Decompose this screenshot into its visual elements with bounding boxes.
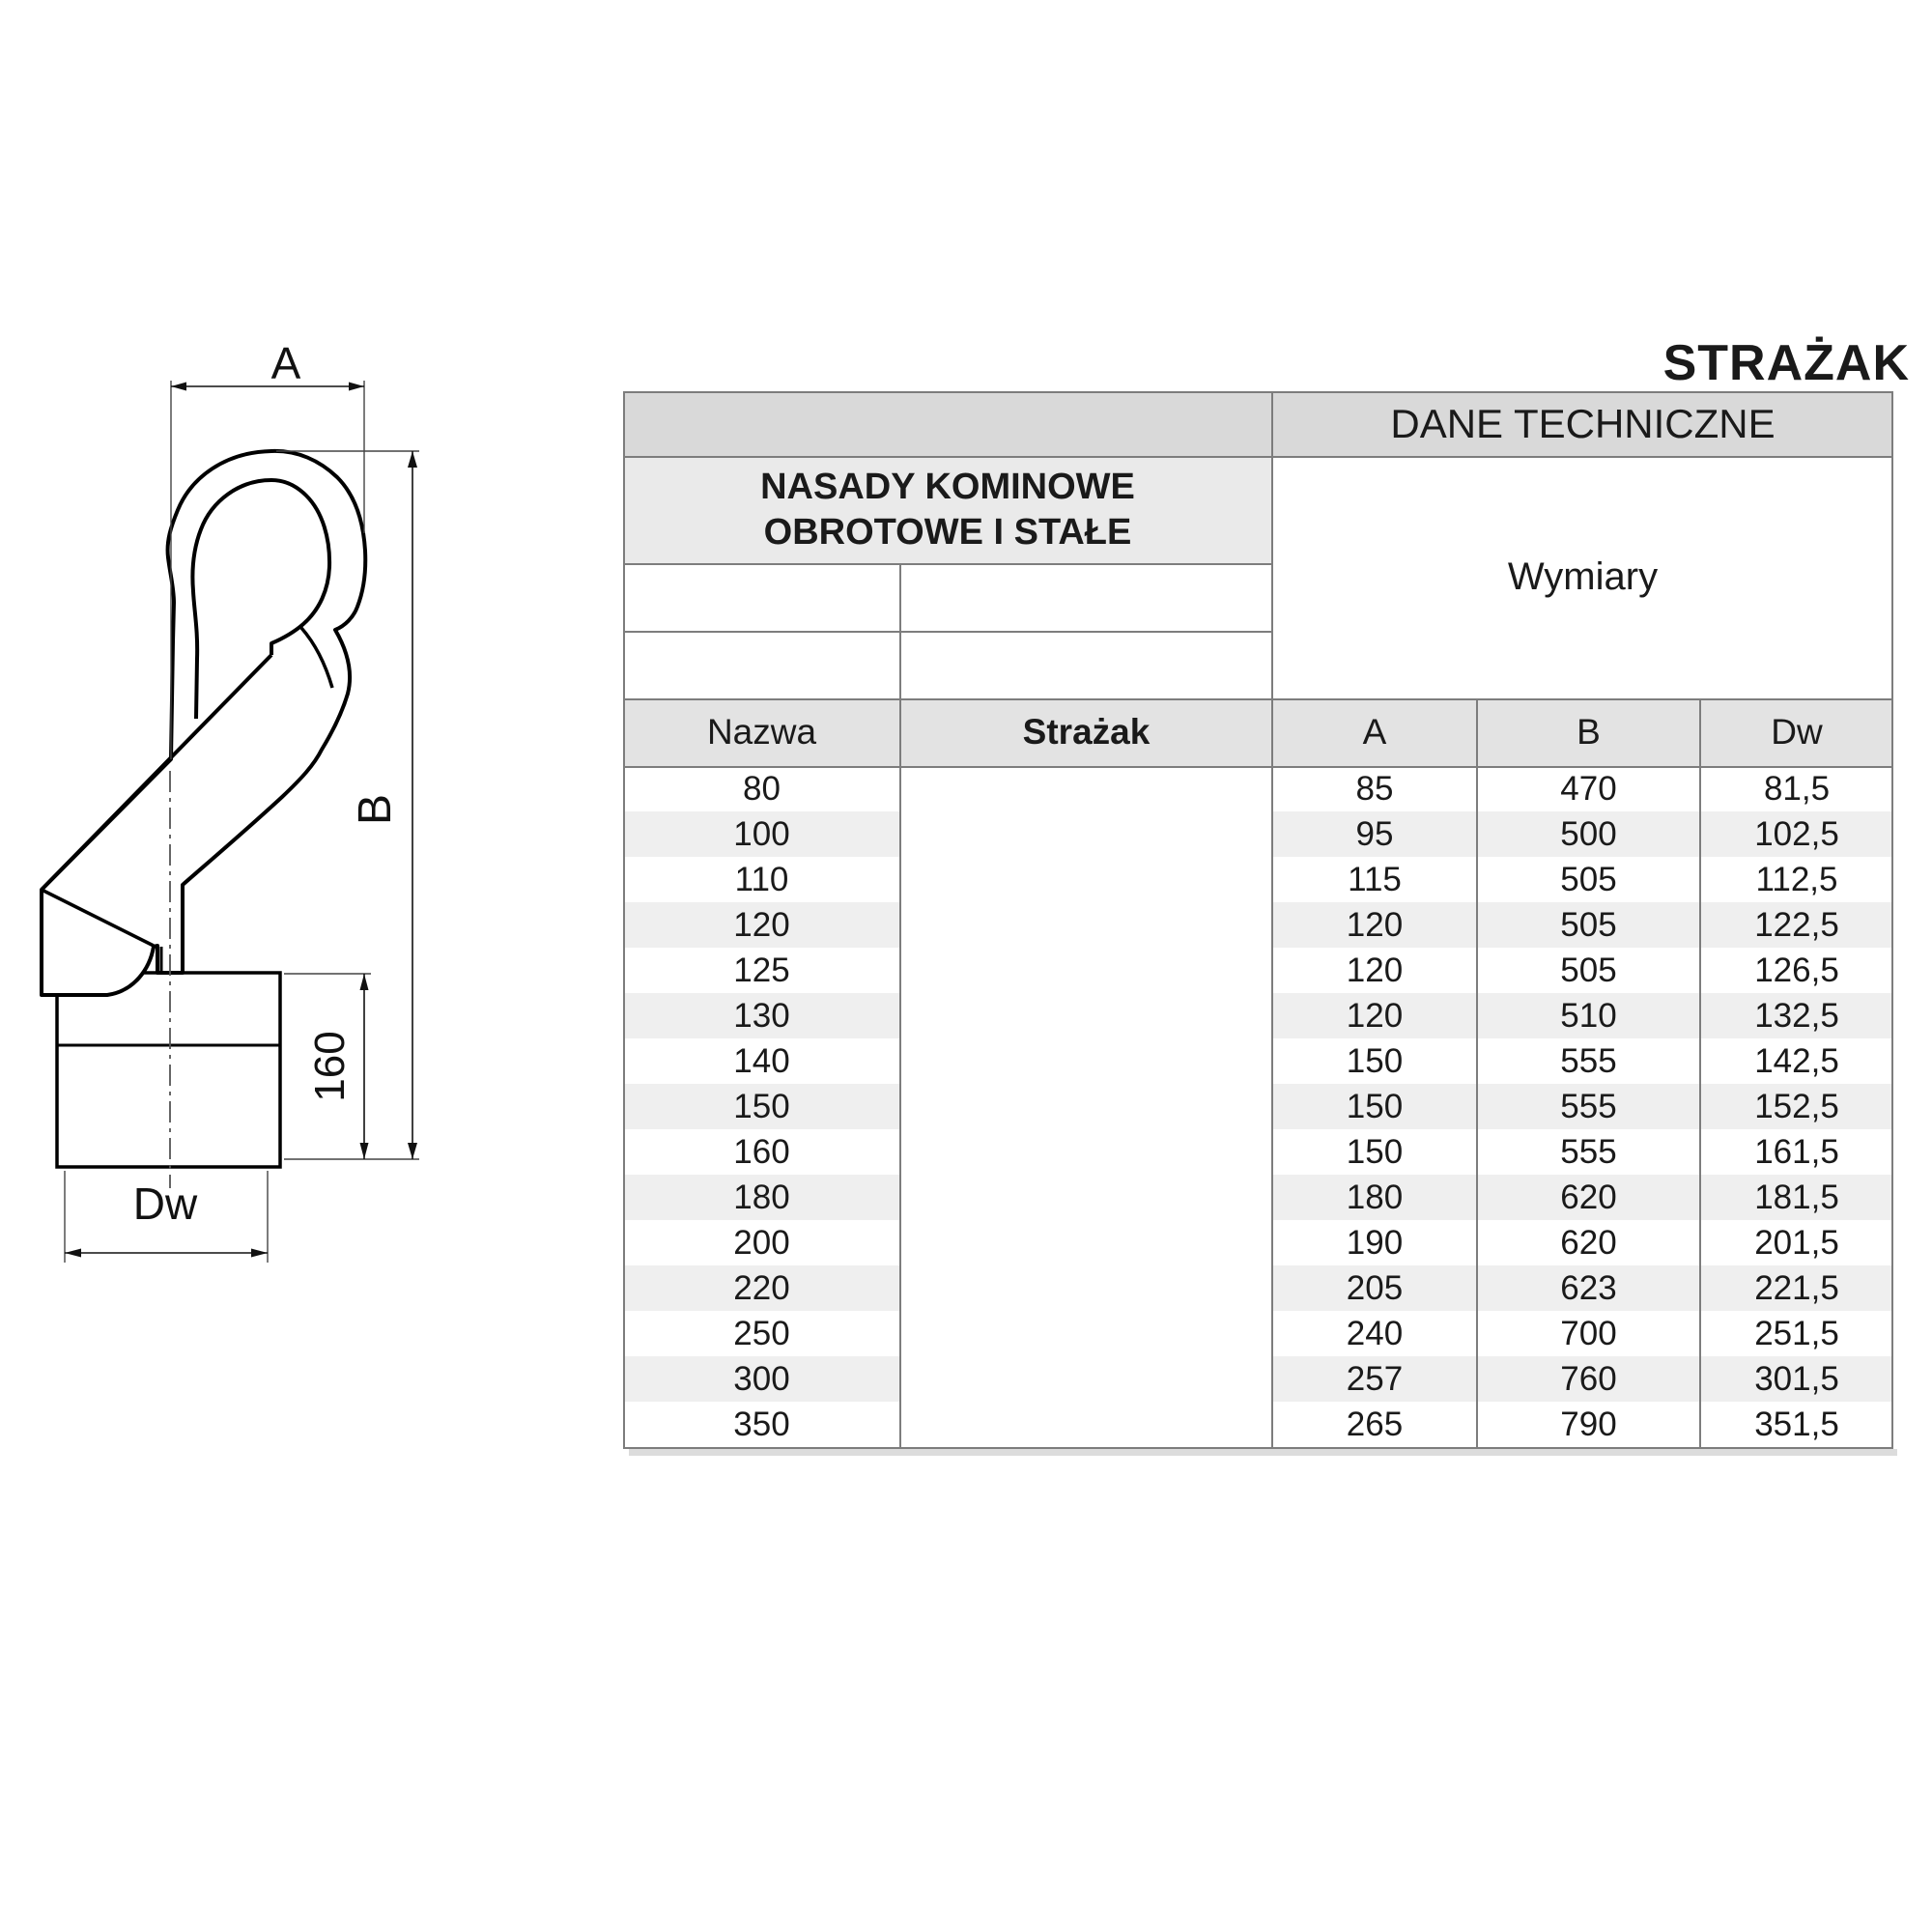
cell-a: 120 <box>1346 952 1404 989</box>
cell-b: 555 <box>1560 1133 1617 1171</box>
dim-label-a: A <box>270 338 301 388</box>
cell-b: 510 <box>1560 997 1617 1035</box>
table-border-line <box>623 563 1272 565</box>
cell-nazwa: 350 <box>733 1406 790 1443</box>
section-header-line2: OBROTOWE I STAŁE <box>763 511 1132 553</box>
cell-dw: 181,5 <box>1754 1179 1839 1216</box>
cell-b: 760 <box>1560 1360 1617 1398</box>
cell-b: 700 <box>1560 1315 1617 1352</box>
cell-b: 620 <box>1560 1224 1617 1262</box>
cell-nazwa: 200 <box>733 1224 790 1262</box>
page-title: STRAŻAK <box>1662 335 1910 391</box>
cell-b: 505 <box>1560 906 1617 944</box>
spec-table <box>623 391 1893 1455</box>
pipe-outline <box>57 973 280 1167</box>
section-header <box>623 456 1272 563</box>
cell-a: 95 <box>1355 815 1394 853</box>
cell-nazwa: 130 <box>733 997 790 1035</box>
cell-dw: 142,5 <box>1754 1042 1839 1080</box>
dim-label-dw: Dw <box>132 1179 198 1229</box>
cell-b: 470 <box>1560 770 1617 808</box>
table-shadow <box>629 1449 1897 1456</box>
cell-nazwa: 250 <box>733 1315 790 1352</box>
cell-a: 120 <box>1346 906 1404 944</box>
table-border-line <box>1891 391 1893 1449</box>
cell-nazwa: 160 <box>733 1133 790 1171</box>
table-border-line <box>623 391 1893 393</box>
cell-dw: 251,5 <box>1754 1315 1839 1352</box>
cell-dw: 201,5 <box>1754 1224 1839 1262</box>
cell-a: 115 <box>1348 861 1402 898</box>
cell-nazwa: 300 <box>733 1360 790 1398</box>
cell-nazwa: 180 <box>733 1179 790 1216</box>
cell-nazwa: 125 <box>733 952 790 989</box>
cell-b: 623 <box>1560 1269 1617 1307</box>
table-border-line <box>623 698 1893 700</box>
cell-dw: 161,5 <box>1754 1133 1839 1171</box>
col-header-a: A <box>1362 712 1387 752</box>
cell-nazwa: 80 <box>743 770 781 808</box>
cell-dw: 112,5 <box>1755 861 1838 898</box>
table-border-line <box>623 456 1893 458</box>
cell-dw: 102,5 <box>1754 815 1839 853</box>
cell-b: 555 <box>1560 1042 1617 1080</box>
table-border-line <box>623 766 1893 768</box>
cell-dw: 126,5 <box>1754 952 1839 989</box>
cell-a: 257 <box>1346 1360 1404 1398</box>
col-header-nazwa: Nazwa <box>706 712 817 752</box>
cell-nazwa: 140 <box>733 1042 790 1080</box>
cell-a: 85 <box>1355 770 1394 808</box>
cell-b: 555 <box>1560 1088 1617 1125</box>
dim-label-b: B <box>350 793 401 826</box>
cell-nazwa: 110 <box>734 861 789 898</box>
cell-dw: 301,5 <box>1754 1360 1839 1398</box>
cell-a: 150 <box>1346 1133 1404 1171</box>
cell-dw: 132,5 <box>1754 997 1839 1035</box>
cell-a: 240 <box>1346 1315 1404 1352</box>
cell-b: 620 <box>1560 1179 1617 1216</box>
table-border-line <box>899 563 901 1449</box>
cell-b: 790 <box>1560 1406 1617 1443</box>
table-border-line <box>623 631 1272 633</box>
cell-a: 190 <box>1346 1224 1404 1262</box>
cell-a: 150 <box>1346 1042 1404 1080</box>
cell-dw: 81,5 <box>1763 770 1831 808</box>
cell-dw: 351,5 <box>1754 1406 1839 1443</box>
wymiary-header: Wymiary <box>1272 456 1893 698</box>
cell-dw: 152,5 <box>1754 1088 1839 1125</box>
empty-header-band <box>623 391 1272 456</box>
cell-dw: 221,5 <box>1754 1269 1839 1307</box>
cell-a: 265 <box>1346 1406 1404 1443</box>
cell-a: 205 <box>1346 1269 1404 1307</box>
technical-drawing <box>0 319 454 1304</box>
cell-nazwa: 120 <box>733 906 790 944</box>
dane-techniczne-header: DANE TECHNICZNE <box>1272 391 1893 456</box>
table-border-line <box>623 391 625 1449</box>
col-header-b: B <box>1577 712 1601 752</box>
dim-label-160: 160 <box>306 1031 354 1102</box>
product-column-empty-cell <box>900 766 1272 1447</box>
cell-b: 505 <box>1560 952 1617 989</box>
table-border-line <box>1271 391 1273 1449</box>
cell-b: 500 <box>1560 815 1617 853</box>
cell-nazwa: 220 <box>733 1269 790 1307</box>
cell-b: 505 <box>1560 861 1617 898</box>
col-header-dw: Dw <box>1771 712 1823 752</box>
section-header-line1: NASADY KOMINOWE <box>760 466 1135 507</box>
cell-a: 150 <box>1346 1088 1404 1125</box>
cell-a: 120 <box>1346 997 1404 1035</box>
table-border-line <box>1699 698 1701 1449</box>
cell-nazwa: 100 <box>733 815 790 853</box>
cell-a: 180 <box>1346 1179 1404 1216</box>
col-header-product: Strażak <box>1022 712 1151 752</box>
cell-dw: 122,5 <box>1754 906 1839 944</box>
table-border-line <box>1476 698 1478 1449</box>
cell-nazwa: 150 <box>733 1088 790 1125</box>
